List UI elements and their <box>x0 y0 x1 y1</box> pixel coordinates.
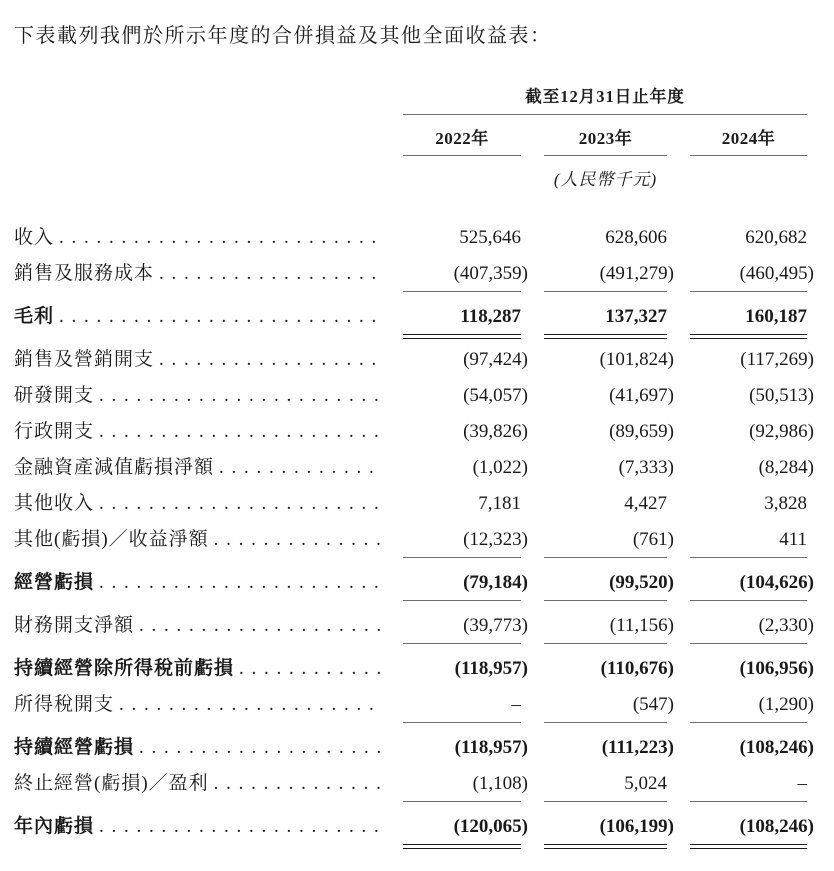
row-value: (118,957) <box>454 737 528 758</box>
row-value: 7,181 <box>478 493 521 514</box>
row-value: 525,646 <box>459 227 521 248</box>
row-value: (106,956) <box>739 658 814 679</box>
year-column-2023: 2023年 <box>544 115 667 156</box>
row-label: 所得稅開支 <box>14 694 115 715</box>
row-label-cell <box>14 815 380 839</box>
dot-leader <box>94 815 380 839</box>
row-value: (92,986) <box>749 421 814 442</box>
row-value: (101,824) <box>599 349 674 370</box>
intro-paragraph: 下表載列我們於所示年度的合併損益及其他全面收益表： <box>14 25 552 47</box>
year-column-2024: 2024年 <box>690 115 807 156</box>
row-label: 經營虧損 <box>14 572 95 593</box>
dot-leader <box>154 348 380 372</box>
row-value: 620,682 <box>745 227 807 248</box>
row-value: 137,327 <box>544 305 667 335</box>
dot-leader <box>94 384 380 408</box>
row-label: 其他收入 <box>14 493 95 514</box>
year-column-2022: 2022年 <box>403 115 521 156</box>
table-row <box>14 262 814 292</box>
row-value: 160,187 <box>690 305 807 335</box>
row-value: (39,826) <box>463 421 528 442</box>
row-value: (108,246) <box>690 815 807 845</box>
row-value: (120,065) <box>403 815 521 845</box>
row-value: (50,513) <box>749 385 814 406</box>
row-label: 毛利 <box>14 306 55 327</box>
row-label-cell <box>14 492 380 516</box>
table-row <box>14 305 807 335</box>
period-header: 截至12月31日止年度 <box>403 83 807 115</box>
row-value: (111,223) <box>601 737 674 758</box>
dot-leader <box>214 456 380 480</box>
table-row <box>14 528 807 558</box>
row-label: 行政開支 <box>14 421 95 442</box>
row-label: 銷售及營銷開支 <box>14 349 155 370</box>
row-value: (11,156) <box>544 614 667 644</box>
row-label: 持續經營虧損 <box>14 737 135 758</box>
row-value: 118,287 <box>403 305 521 335</box>
dot-leader <box>54 305 380 329</box>
row-value: (761) <box>544 528 667 558</box>
table-row <box>14 693 814 723</box>
row-label: 收入 <box>14 227 55 248</box>
table-row <box>14 772 807 802</box>
row-label: 研發開支 <box>14 385 95 406</box>
table-row <box>14 492 807 521</box>
row-value: (106,199) <box>544 815 667 845</box>
row-label-cell <box>14 772 380 796</box>
row-value: (1,108) <box>403 772 521 802</box>
currency-unit-note: (人民幣千元) <box>553 170 658 189</box>
row-value: (1,290) <box>690 693 807 723</box>
row-value: (79,184) <box>403 571 521 601</box>
row-value: 4,427 <box>624 493 667 514</box>
row-value: (12,323) <box>403 528 521 558</box>
row-label-cell <box>14 571 380 595</box>
dot-leader <box>134 614 380 638</box>
row-label: 銷售及服務成本 <box>14 263 155 284</box>
row-value: (7,333) <box>618 457 674 478</box>
row-value: – <box>690 772 807 802</box>
table-row <box>14 571 814 601</box>
row-value: (547) <box>544 693 667 723</box>
row-label-cell <box>14 226 380 250</box>
row-value: (110,676) <box>600 658 674 679</box>
row-value: – <box>403 693 521 723</box>
row-value: (2,330) <box>690 614 807 644</box>
row-label: 金融資產減值虧損淨額 <box>14 457 215 478</box>
row-value: (8,284) <box>758 457 814 478</box>
dot-leader <box>209 528 380 552</box>
dot-leader <box>94 571 380 595</box>
table-row <box>14 614 814 644</box>
row-value: (117,269) <box>740 349 814 370</box>
dot-leader <box>209 772 380 796</box>
row-value: (39,773) <box>403 614 521 644</box>
row-value: (104,626) <box>690 571 807 601</box>
row-value: (1,022) <box>472 457 528 478</box>
row-label-cell <box>14 348 380 372</box>
table-row <box>14 348 814 377</box>
table-row <box>14 420 814 449</box>
table-row <box>14 456 814 485</box>
row-label: 持續經營除所得稅前虧損 <box>14 658 235 679</box>
row-label: 其他(虧損)／收益淨額 <box>14 529 209 550</box>
row-label: 終止經營(虧損)／盈利 <box>14 773 209 794</box>
row-label-cell <box>14 693 380 717</box>
dot-leader <box>154 262 380 286</box>
dot-leader <box>134 736 380 760</box>
row-value: (89,659) <box>609 421 674 442</box>
row-label: 年內虧損 <box>14 816 95 837</box>
dot-leader <box>114 693 380 717</box>
row-label-cell <box>14 528 380 552</box>
row-value: (99,520) <box>544 571 667 601</box>
row-label-cell <box>14 614 380 638</box>
row-value: (407,359) <box>403 262 521 292</box>
row-value: 411 <box>690 528 807 558</box>
income-statement-table <box>14 226 814 845</box>
row-label-cell <box>14 657 380 681</box>
row-label-cell <box>14 305 380 329</box>
dot-leader <box>94 420 380 444</box>
row-value: (54,057) <box>463 385 528 406</box>
row-value: (491,279) <box>544 262 667 292</box>
dot-leader <box>234 657 380 681</box>
table-row <box>14 815 814 845</box>
row-label: 財務開支淨額 <box>14 615 135 636</box>
dot-leader <box>54 226 380 250</box>
table-row <box>14 657 814 686</box>
row-value: (108,246) <box>739 737 814 758</box>
row-value: (41,697) <box>609 385 674 406</box>
row-label-cell <box>14 736 380 760</box>
row-value: 5,024 <box>544 772 667 802</box>
table-row <box>14 226 807 255</box>
row-value: (97,424) <box>463 349 528 370</box>
dot-leader <box>94 492 380 516</box>
row-value: (460,495) <box>690 262 807 292</box>
table-header <box>14 83 807 190</box>
row-label-cell <box>14 456 380 480</box>
row-label-cell <box>14 420 380 444</box>
row-value: 3,828 <box>764 493 807 514</box>
table-row <box>14 736 814 765</box>
row-value: (118,957) <box>454 658 528 679</box>
row-label-cell <box>14 384 380 408</box>
row-value: 628,606 <box>605 227 667 248</box>
row-label-cell <box>14 262 380 286</box>
table-row <box>14 384 814 413</box>
